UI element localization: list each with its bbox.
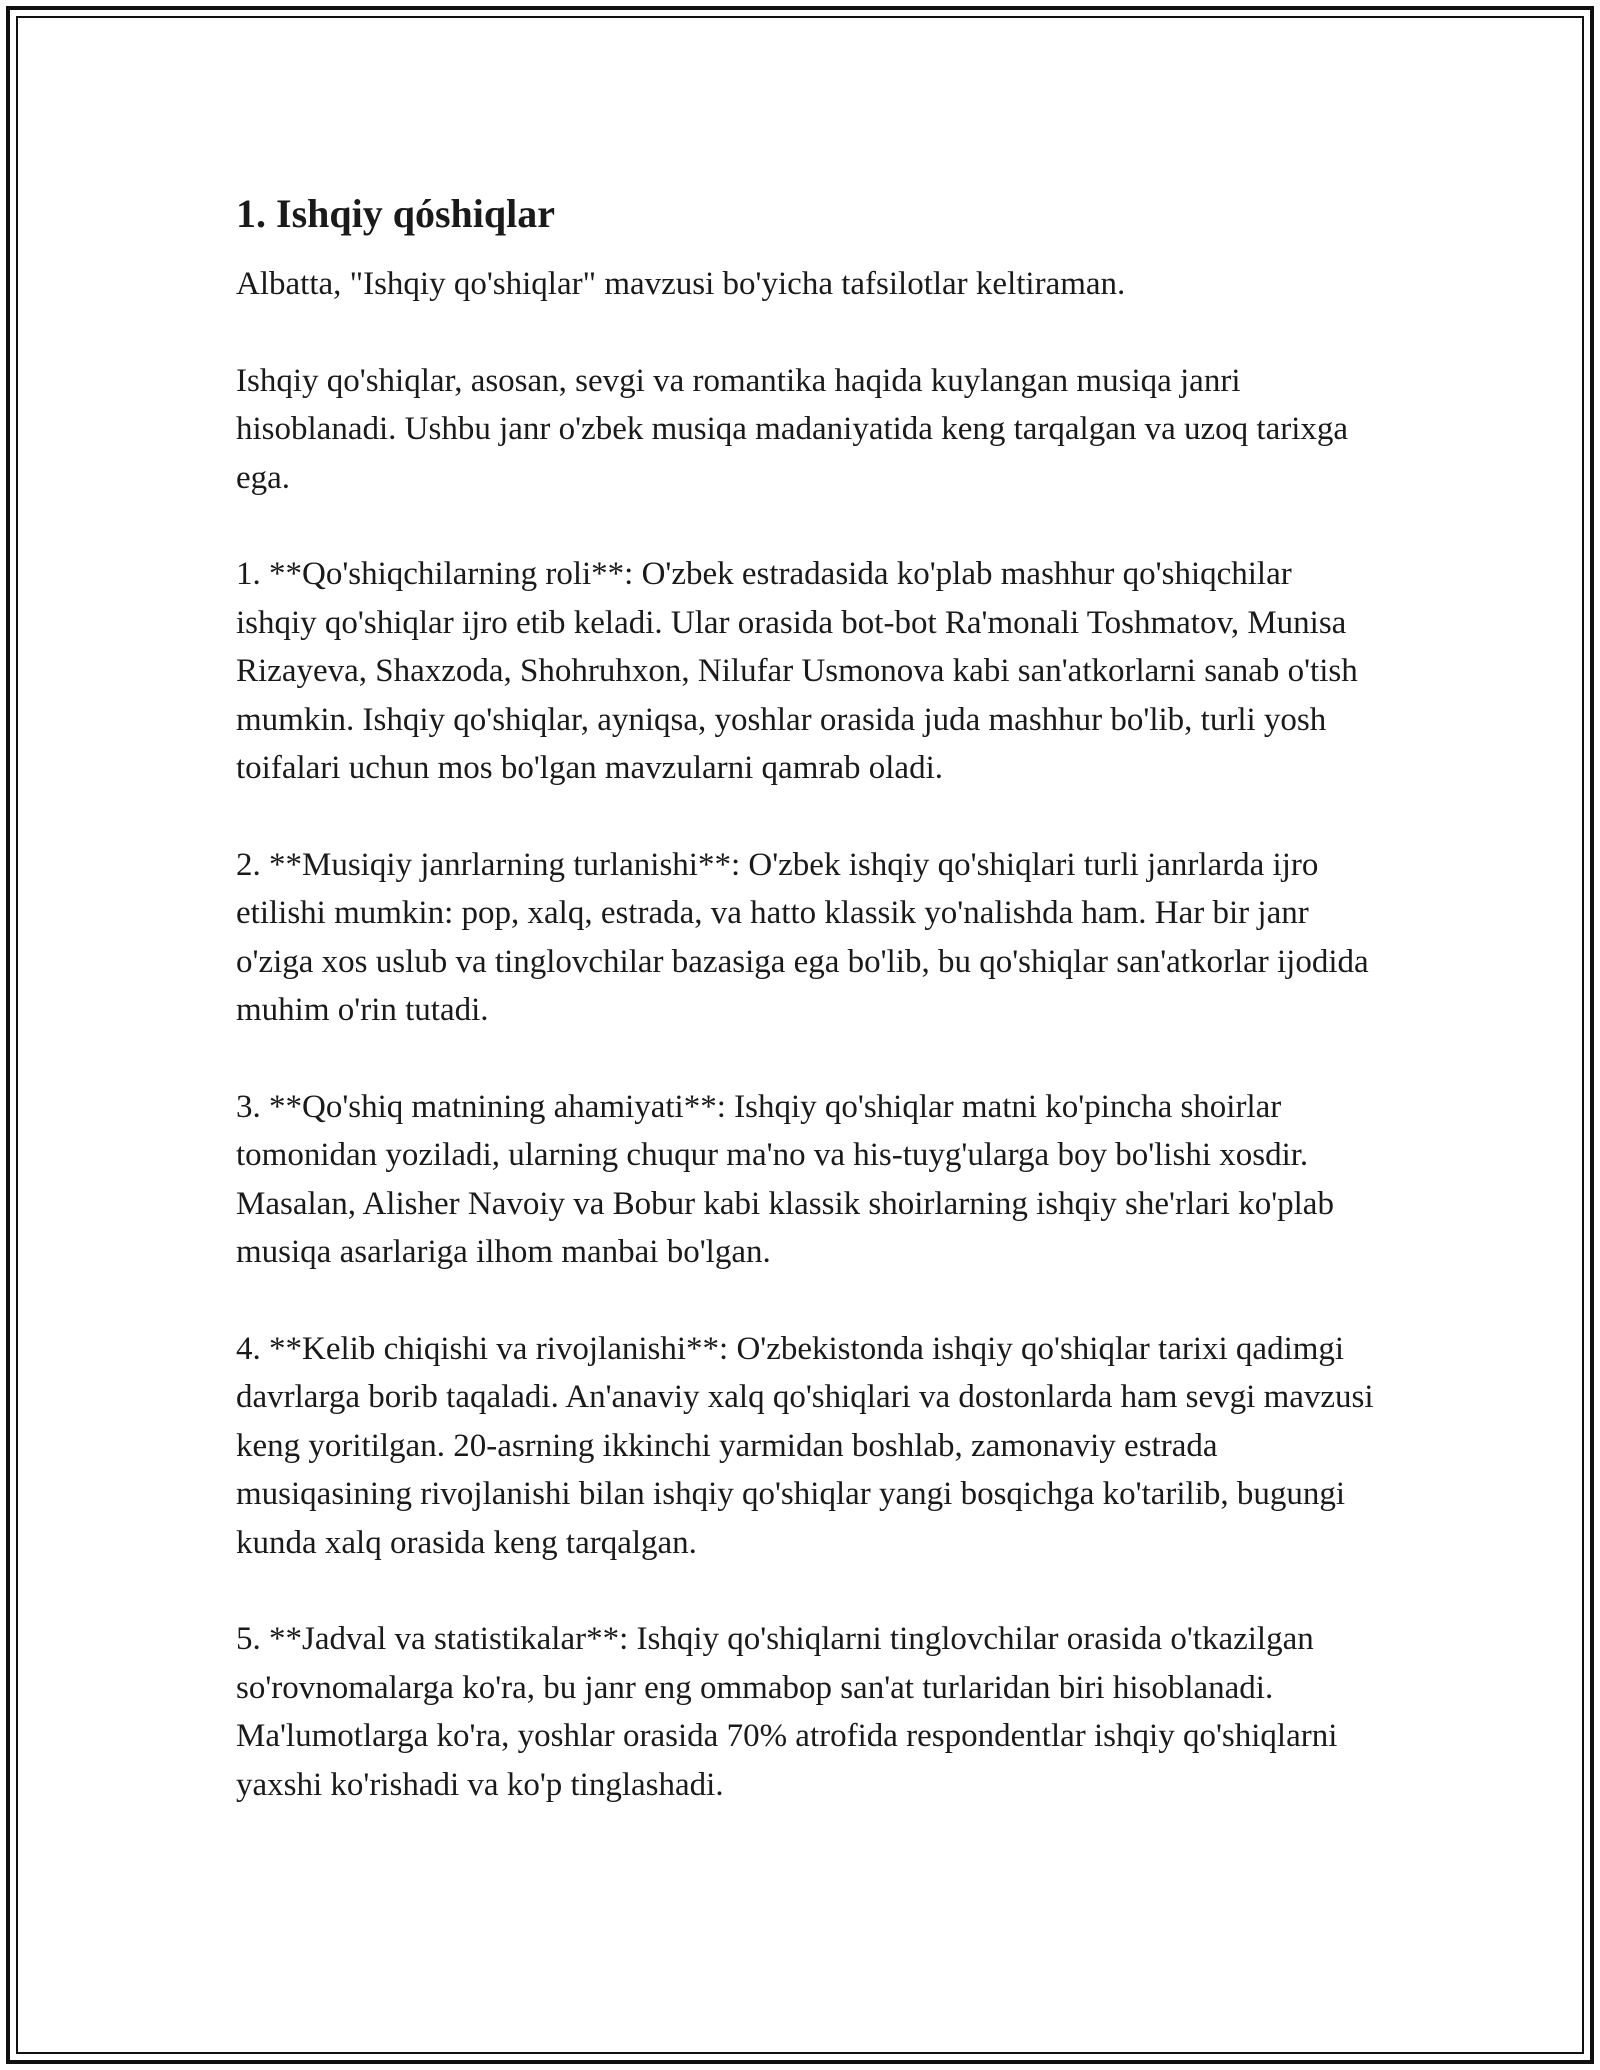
- list-item-origins: 4. **Kelib chiqishi va rivojlanishi**: O'zbekistonda ishqiy qo'shiqlar tarixi qadimgi davrlarga borib taqaladi. An'anaviy xalq qo'shiqlari va dostonlarda ham sevgi mavzusi keng yoritilgan. 20-asrning ikkinchi yarmidan boshlab, zamonaviy estrada musiqasining rivojlanishi bilan ishqiy qo'shiqlar yangi bosqichga ko'tarilib, bugungi kunda xalq orasida keng tarqalgan.: [236, 1330, 1374, 1561]
- list-item-statistics: 5. **Jadval va statistikalar**: Ishqiy qo'shiqlarni tinglovchilar orasida o'tkazilgan so'rovnomalarga ko'ra, bu janr eng ommabop san'at turlaridan biri hisoblanadi. Ma'lumotlarga ko'ra, yoshlar orasida 70% atrofida respondentlar ishqiy qo'shiqlarni yaxshi ko'rishadi va ko'p tinglashadi.: [236, 1621, 1338, 1803]
- intro-paragraph: Albatta, "Ishqiy qo'shiqlar" mavzusi bo'yicha tafsilotlar keltiraman.: [236, 266, 1126, 302]
- list-item-singers: 1. **Qo'shiqchilarning roli**: O'zbek estradasida ko'plab mashhur qo'shiqchilar ishqiy qo'shiqlar ijro etib keladi. Ular orasida bot-bot Ra'monali Toshmatov, Munisa Rizayeva, Shaxzoda, Shohruhxon, Nilufar Usmonova kabi san'atkorlarni sanab o'tish mumkin. Ishqiy qo'shiqlar, ayniqsa, yoshlar orasida juda mashhur bo'lib, turli yosh toifalari uchun mos bo'lgan mavzularni qamrab oladi.: [236, 556, 1358, 786]
- list-item-lyrics: 3. **Qo'shiq matnining ahamiyati**: Ishqiy qo'shiqlar matni ko'pincha shoirlar tomonidan yoziladi, ularning chuqur ma'no va his-tuyg'ularga boy bo'lishi xosdir. Masalan, Alisher Navoiy va Bobur kabi klassik shoirlarning ishqiy she'rlari ko'plab musiqa asarlariga ilhom manbai bo'lgan.: [236, 1088, 1334, 1270]
- document-body: [236, 182, 1376, 1857]
- definition-paragraph: Ishqiy qo'shiqlar, asosan, sevgi va romantika haqida kuylangan musiqa janri hisoblanadi. Ushbu janr o'zbek musiqa madaniyatida keng tarqalgan va uzoq tarixga ega.: [236, 362, 1349, 496]
- section-heading: 1. Ishqiy qóshiqlar: [236, 191, 556, 236]
- list-item-genres: 2. **Musiqiy janrlarning turlanishi**: O'zbek ishqiy qo'shiqlari turli janrlarda ijro etilishi mumkin: pop, xalq, estrada, va hatto klassik yo'nalishda ham. Har bir janr o'ziga xos uslub va tinglovchilar bazasiga ega bo'lib, bu qo'shiqlar san'atkorlar ijodida muhim o'rin tutadi.: [236, 846, 1369, 1028]
